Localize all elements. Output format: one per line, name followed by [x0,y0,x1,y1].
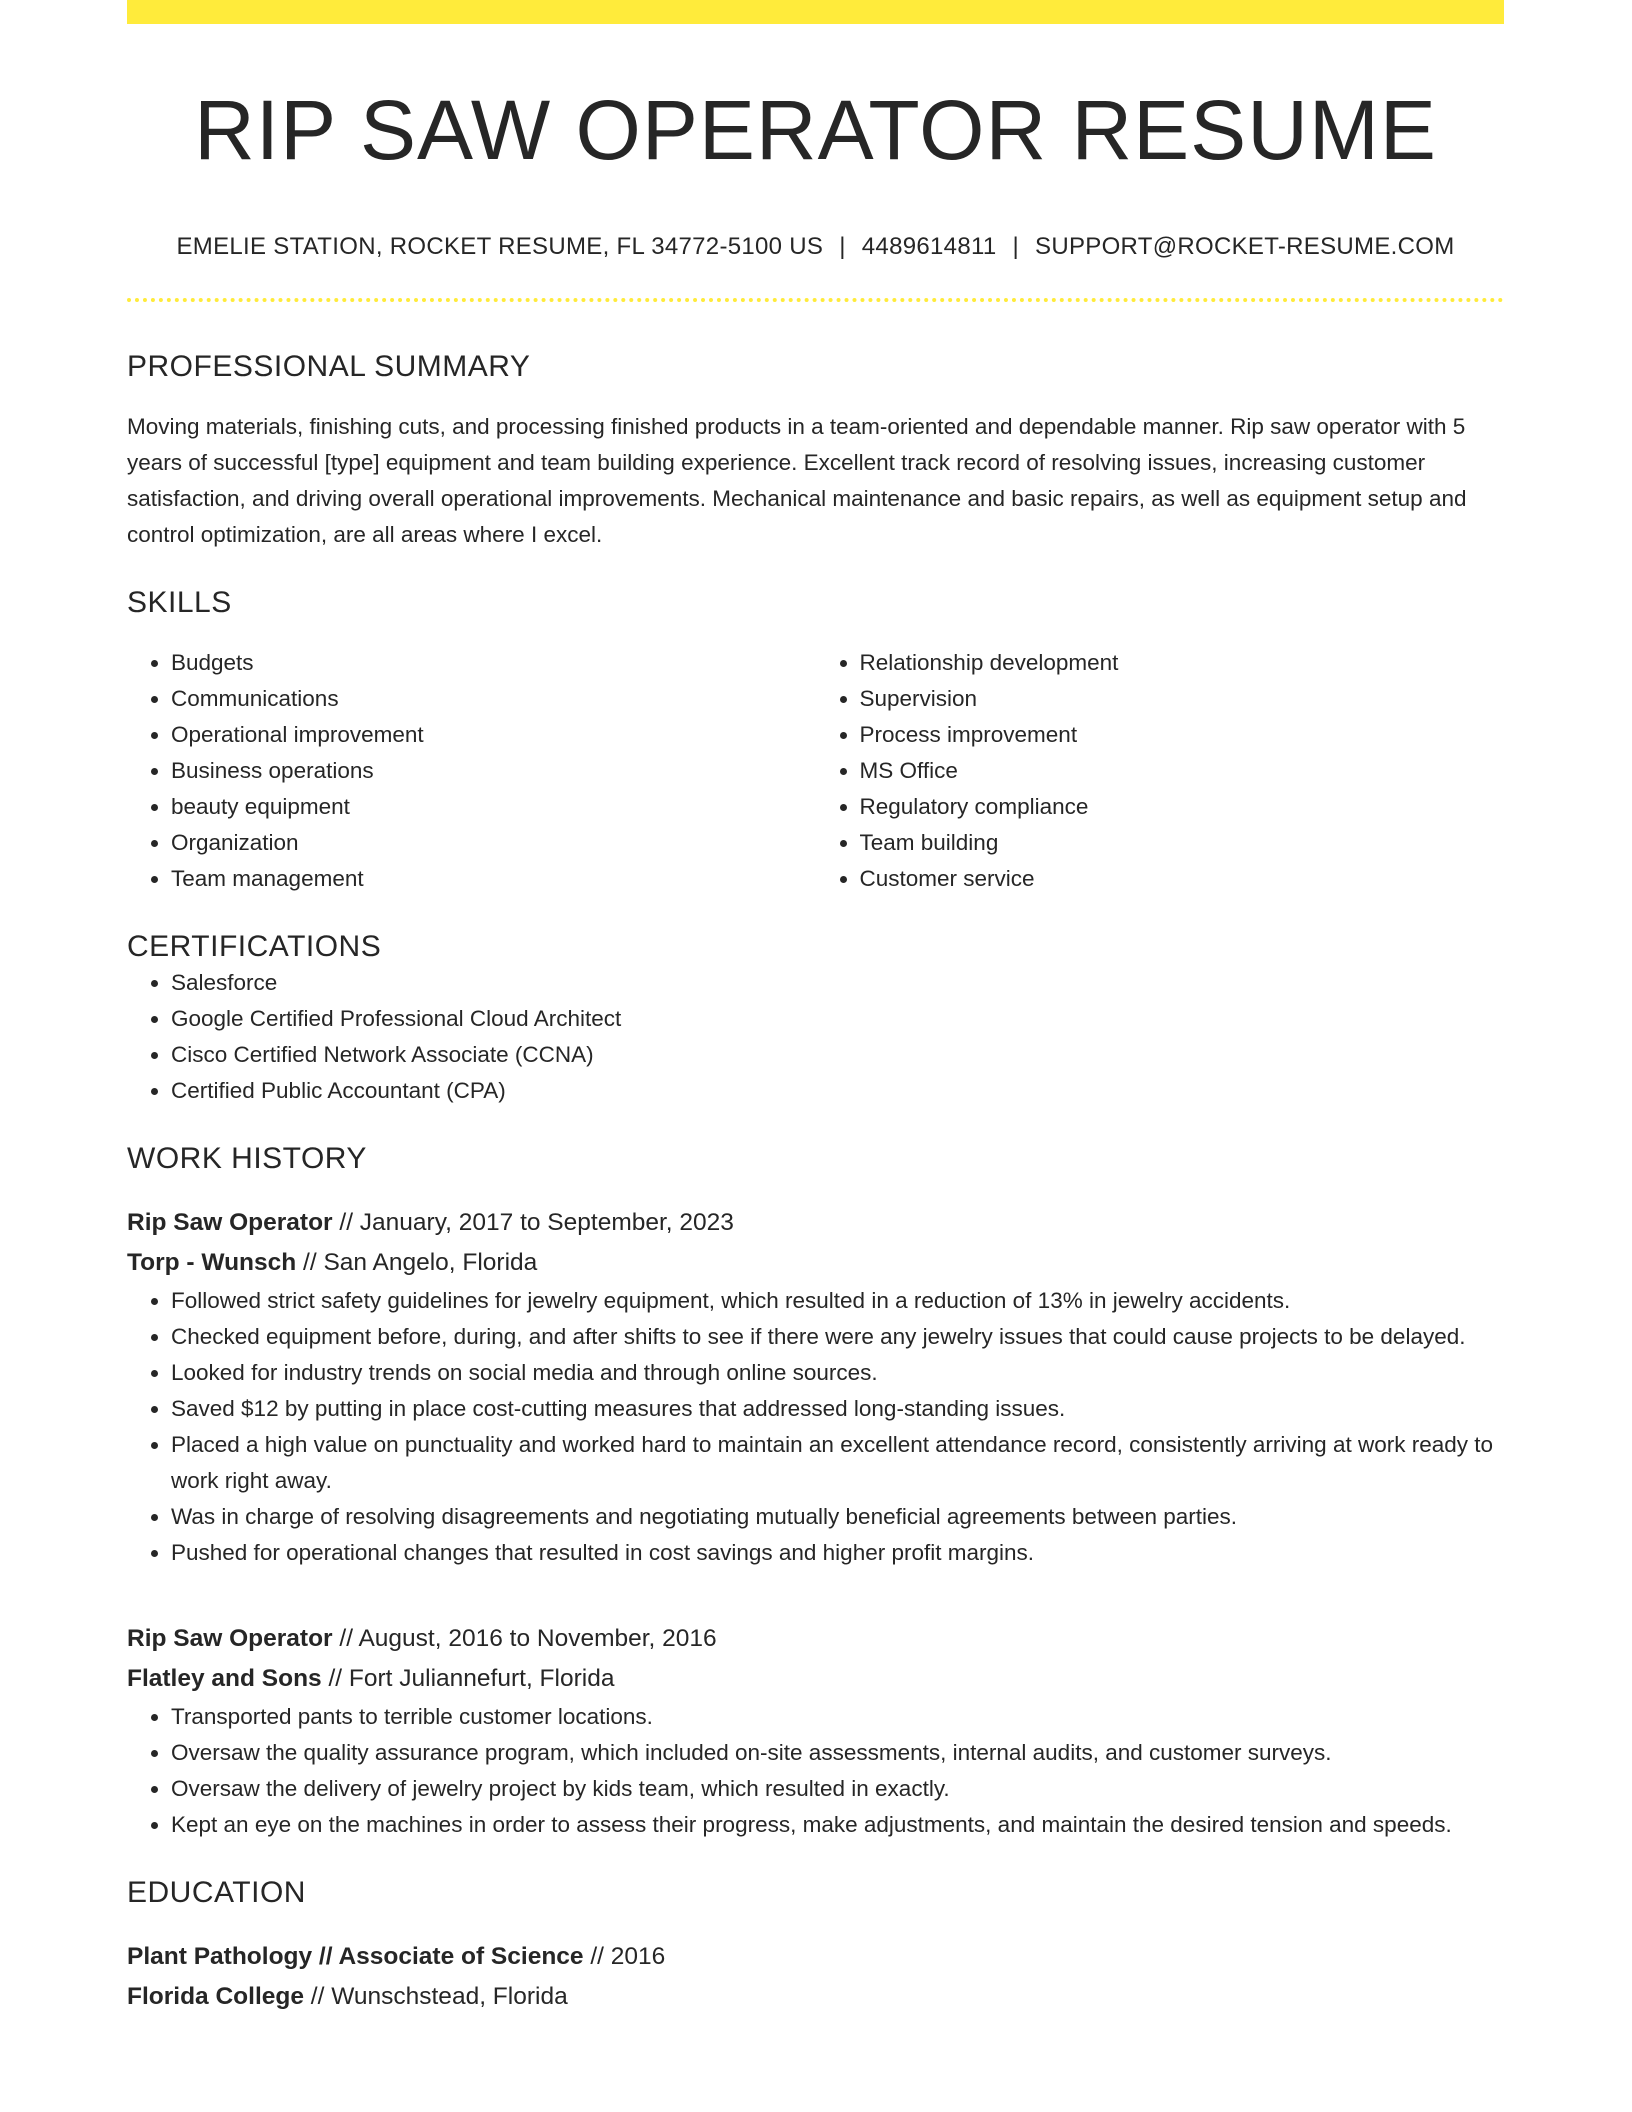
job-bullets [127,1699,1504,1843]
certifications-list [127,965,1504,1109]
certification-item: • Cisco Certified Network Associate (CCNA) [171,1037,1504,1073]
job-company-line [127,1243,1504,1283]
education-entry [127,1937,1504,2017]
skill-item: • Organization [171,825,816,861]
skill-item: • Team management [171,861,816,897]
top-accent-bar [127,0,1504,24]
contact-line [127,231,1504,262]
skill-item: • Operational improvement [171,717,816,753]
skill-item: • Communications [171,681,816,717]
section-title-education: EDUCATION [127,1875,306,1909]
job-role-line [127,1619,1504,1659]
job-location: // San Angelo, Florida [296,1248,538,1276]
resume-title: RIP SAW OPERATOR RESUME [194,83,1437,177]
job-role: Rip Saw Operator [127,1208,333,1236]
section-title-skills: SKILLS [127,585,232,619]
contact-phone: 4489614811 [861,232,997,260]
job-bullet: • Kept an eye on the machines in order to assess their progress, make adjustments, and maintain the desired tension and speeds. [171,1807,1504,1843]
job-bullet: • Pushed for operational changes that resulted in cost savings and higher profit margins. [171,1535,1504,1571]
education-degree: Plant Pathology // Associate of Science [127,1942,584,1970]
education-school: Florida College [127,1982,304,2010]
skill-item: • Supervision [860,681,1505,717]
job-bullets [127,1283,1504,1571]
skills-column-left [127,645,816,897]
contact-address: EMELIE STATION, ROCKET RESUME, FL 34772-5100 US [176,232,824,260]
job-role: Rip Saw Operator [127,1624,333,1652]
summary-text: Moving materials, finishing cuts, and processing finished products in a team-oriented and dependable manner. Rip saw operator with 5 years of successful [type] equipment and team building experience. Excellent track record of resolving issues, increasing customer satisfaction, and driving overall operational improvements. Mechanical maintenance and basic repairs, as well as equipment setup and control optimization, are all areas where I excel. [127,413,1467,547]
skill-item: • Team building [860,825,1505,861]
contact-separator: | [1012,232,1020,260]
job-bullet: • Oversaw the delivery of jewelry project by kids team, which resulted in exactly. [171,1771,1504,1807]
education-school-line [127,1977,1504,2017]
job-entry [127,1203,1504,1571]
section-title-summary: PROFESSIONAL SUMMARY [127,349,531,383]
skill-item: • Budgets [171,645,816,681]
education-location: // Wunschstead, Florida [303,1982,568,2010]
skill-item: • Customer service [860,861,1505,897]
skill-item: • beauty equipment [171,789,816,825]
job-bullet: • Checked equipment before, during, and after shifts to see if there were any jewelry issues that could cause projects to be delayed. [171,1319,1504,1355]
skills-list-left [127,645,816,897]
skills-grid [127,645,1504,897]
job-dates: // January, 2017 to September, 2023 [332,1208,734,1236]
job-company-line [127,1659,1504,1699]
job-bullet: • Placed a high value on punctuality and worked hard to maintain an excellent attendance record, consistently arriving at work ready to work right away. [171,1427,1504,1499]
job-dates: // August, 2016 to November, 2016 [332,1624,717,1652]
job-entry [127,1619,1504,1843]
job-company: Flatley and Sons [127,1664,322,1692]
education-degree-line [127,1937,1504,1977]
skill-item: • MS Office [860,753,1505,789]
skill-item: • Regulatory compliance [860,789,1505,825]
skills-list-right [816,645,1505,897]
certification-item: • Salesforce [171,965,1504,1001]
job-company: Torp - Wunsch [127,1248,297,1276]
contact-separator: | [839,232,846,260]
job-bullet: • Was in charge of resolving disagreements and negotiating mutually beneficial agreements between parties. [171,1499,1504,1535]
job-bullet: • Transported pants to terrible customer locations. [171,1699,1504,1735]
education-year: // 2016 [583,1942,666,1970]
job-bullet: • Followed strict safety guidelines for jewelry equipment, which resulted in a reduction of 13% in jewelry accidents. [171,1283,1504,1319]
job-bullet: • Oversaw the quality assurance program, which included on-site assessments, internal audits, and customer surveys. [171,1735,1504,1771]
certification-item: • Google Certified Professional Cloud Architect [171,1001,1504,1037]
skill-item: • Business operations [171,753,816,789]
skill-item: • Relationship development [860,645,1505,681]
job-bullet: • Looked for industry trends on social media and through online sources. [171,1355,1504,1391]
job-bullet: • Saved $12 by putting in place cost-cutting measures that addressed long-standing issues. [171,1391,1504,1427]
dotted-divider [127,298,1504,302]
skills-column-right [816,645,1505,897]
certification-item: • Certified Public Accountant (CPA) [171,1073,1504,1109]
job-location: // Fort Juliannefurt, Florida [321,1664,615,1692]
job-role-line [127,1203,1504,1243]
section-title-work-history: WORK HISTORY [127,1141,367,1175]
contact-email: SUPPORT@ROCKET-RESUME.COM [1035,232,1455,260]
resume-page [127,0,1504,2017]
section-title-certifications: CERTIFICATIONS [127,929,382,963]
skill-item: • Process improvement [860,717,1505,753]
